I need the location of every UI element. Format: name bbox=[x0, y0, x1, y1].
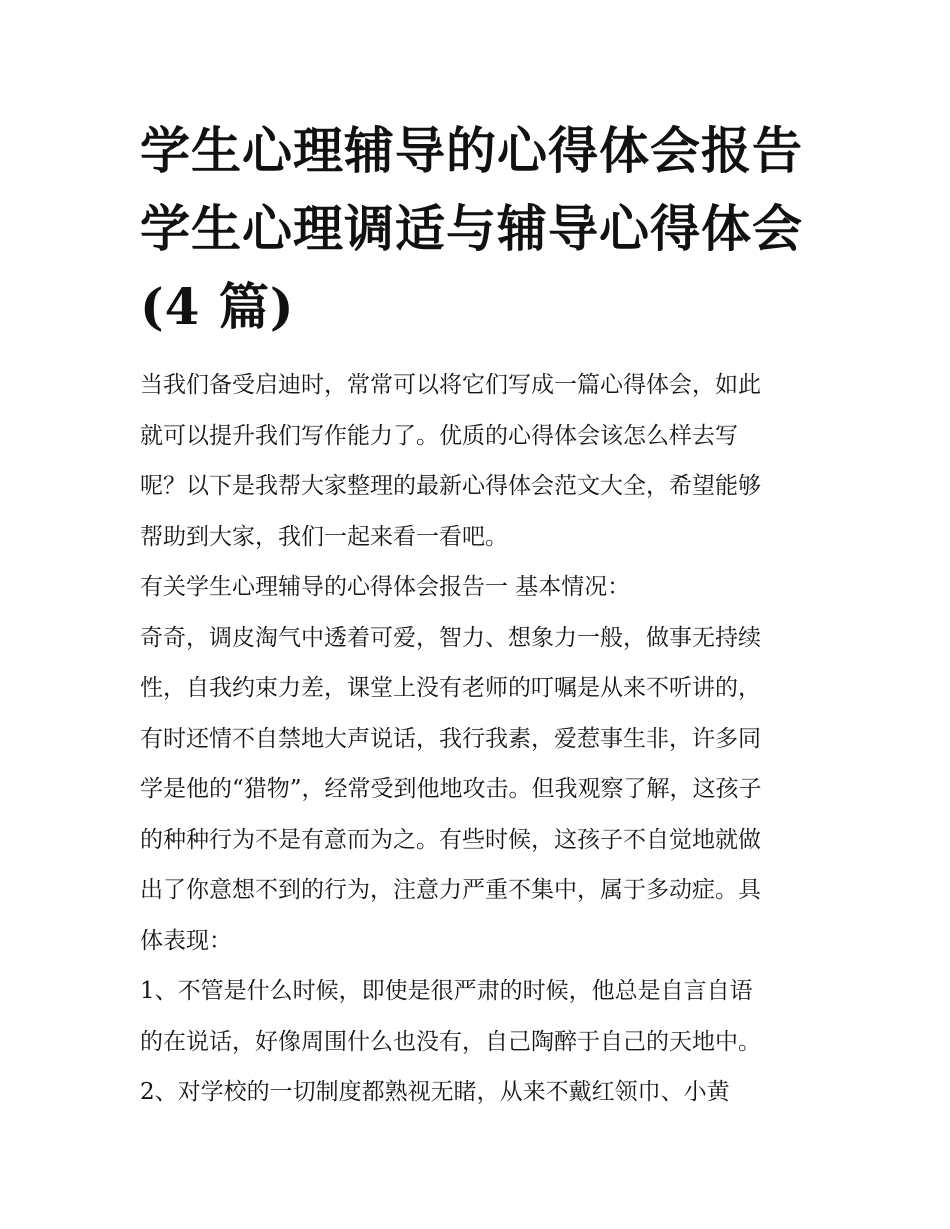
intro-paragraph bbox=[140, 360, 820, 562]
section-heading bbox=[140, 562, 820, 613]
list-item-1 bbox=[140, 966, 820, 1067]
text-line: 帮助到大家，我们一起来看一看吧。 bbox=[140, 523, 508, 550]
case-description-paragraph bbox=[140, 613, 820, 967]
text-line: 1、不管是什么时候，即使是很严肃的时候，他总是自言自语 bbox=[140, 978, 753, 1004]
text-line: 有时还情不自禁地大声说话，我行我素，爱惹事生非，许多同 bbox=[140, 725, 761, 752]
document-body bbox=[140, 360, 820, 1118]
text-line: 奇奇，调皮淘气中透着可爱，智力、想象力一般，做事无持续 bbox=[140, 624, 761, 651]
list-item-2 bbox=[140, 1067, 820, 1118]
title-line: 学生心理调适与辅导心得体会 bbox=[140, 199, 803, 258]
document-content bbox=[140, 112, 820, 1118]
text-line: 出了你意想不到的行为，注意力严重不集中，属于多动症。具 bbox=[140, 877, 761, 903]
document-title bbox=[140, 112, 820, 346]
text-line: 的种种行为不是有意而为之。有些时候，这孩子不自觉地就做 bbox=[140, 826, 761, 853]
text-line: 体表现： bbox=[140, 927, 232, 954]
text-line: 就可以提升我们写作能力了。优质的心得体会该怎么样去写 bbox=[140, 422, 738, 449]
title-line: (4 篇) bbox=[140, 277, 295, 336]
text-line: 的在说话，好像周围什么也没有，自己陶醉于自己的天地中。 bbox=[140, 1028, 761, 1055]
text-line: 有关学生心理辅导的心得体会报告一 基本情况： bbox=[140, 574, 631, 600]
text-line: 当我们备受启迪时，常常可以将它们写成一篇心得体会，如此 bbox=[140, 372, 761, 398]
text-line: 2、对学校的一切制度都熟视无睹，从来不戴红领巾、小黄 bbox=[140, 1079, 730, 1105]
text-line: 呢？以下是我帮大家整理的最新心得体会范文大全，希望能够 bbox=[140, 473, 761, 499]
title-line: 学生心理辅导的心得体会报告 bbox=[140, 121, 803, 180]
text-line: 性，自我约束力差，课堂上没有老师的叮嘱是从来不听讲的， bbox=[140, 675, 761, 701]
text-line: 学是他的“猎物”，经常受到他地攻击。但我观察了解，这孩子 bbox=[140, 776, 762, 802]
